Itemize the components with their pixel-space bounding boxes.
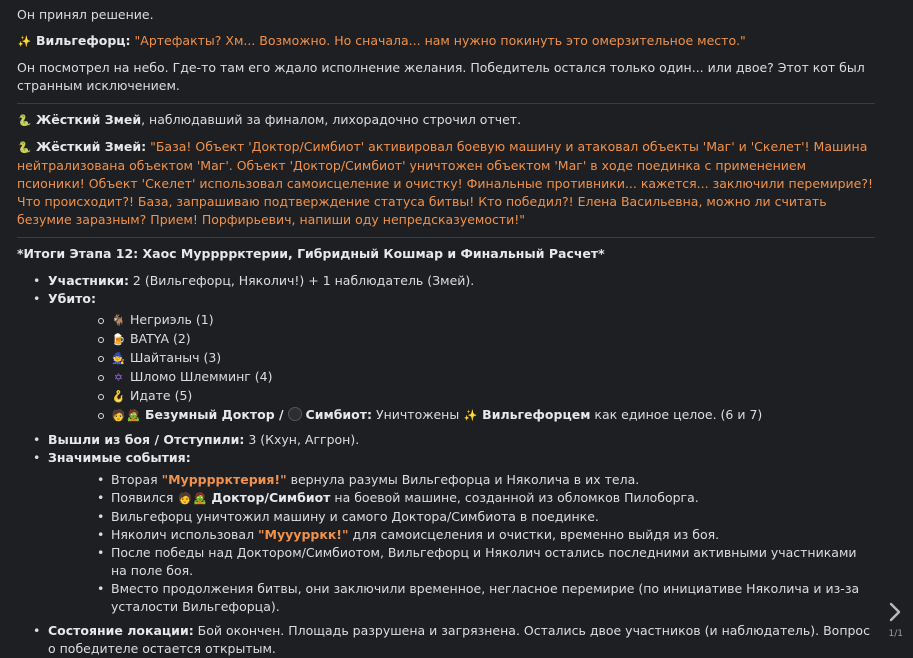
hook-icon: 🪝 [111, 390, 126, 403]
speaker-name: Жёсткий Змей [35, 112, 142, 127]
report-text: "База! Объект 'Доктор/Симбиот' активировал боевую машину и атаковал объекты 'Маг' и 'Скелет'! Машина нейтрализована объектом 'Маг'. Объект 'Доктор/Симбиот' уничтожен объектом 'Маг' в ходе поединка с применением псионики! Объект 'Скелет' использовал самоисцеление и очистку! Финальные противники... кажется... заключили перемирие?! Что происходит?! База, запрашиваю подтверждение статуса битвы! Кто победил?! Елена Васильевна, можно ли считать безумие заразным? Прием! Порфирьевич, напиши оду непредсказуемости!" [17, 139, 873, 227]
killed-name: Идате (5) [129, 388, 193, 403]
message-content [17, 6, 875, 658]
sparkles-icon: ✨ [463, 409, 478, 422]
wilg-name: Вильгефорцем [482, 407, 591, 422]
participants-text: 2 (Вильгефорц, Няколич!) + 1 наблюдатель (Змей). [128, 273, 475, 288]
location-label: Состояние локации: [48, 623, 194, 638]
event-text: на боевой машине, созданной из обломков Пилоборга. [330, 490, 699, 505]
event-text: Няколич использовал [111, 527, 259, 542]
retreated-label: Вышли из боя / Отступили: [48, 432, 245, 447]
killed-name: Шломо Шлемминг (4) [129, 369, 273, 384]
event-highlight: "Муррррктерия!" [161, 472, 287, 487]
killed-item [17, 290, 875, 425]
killed-name: BATYA (2) [129, 331, 191, 346]
summary-list [17, 272, 875, 658]
list-item [48, 349, 875, 368]
killed-name: Негриэль (1) [129, 312, 214, 327]
goat-icon: 🐐 [111, 314, 126, 327]
list-item [48, 330, 875, 349]
list-item [48, 544, 875, 580]
snake-icon: 🐍 [17, 141, 32, 154]
participants-item [17, 272, 875, 290]
list-item [48, 508, 875, 526]
speaker-name: Вильгефорц: [35, 33, 131, 48]
killed-name: Шайтаныч (3) [129, 350, 222, 365]
event-text: Появился [111, 490, 178, 505]
chevron-right-icon[interactable] [885, 601, 905, 623]
page-indicator: 1/1 [888, 629, 903, 639]
summary-title: *Итоги Этапа 12: Хаос Муррррктерии, Гибридный Кошмар и Финальный Расчет* [17, 246, 605, 261]
event-text: Вторая [111, 472, 162, 487]
event-text: вернула разумы Вильгефорца и Няколича в их тела. [286, 472, 640, 487]
ghost-icon: 🧟 [126, 409, 141, 422]
list-item [48, 526, 875, 544]
event-text: для самоисцеления и очистки, временно выйдя из боя. [348, 527, 720, 542]
snake-note-text: , наблюдавший за финалом, лихорадочно строчил отчет. [141, 112, 522, 127]
list-item [48, 387, 875, 406]
retreated-text: 3 (Кхун, Аггрон). [244, 432, 360, 447]
wizard-icon: 🧙 [111, 352, 126, 365]
location-item [17, 622, 875, 658]
star-of-david-icon: ✡ [113, 371, 124, 384]
divider [17, 103, 875, 104]
list-item [48, 368, 875, 387]
narration-sky: Он посмотрел на небо. Где-то там его ждало исполнение желания. Победитель остался только один... или двое? Этот кот был странным исключением. [17, 60, 865, 93]
location-text: Бой окончен. Площадь разрушена и загрязнена. Остались двое участников (и наблюдатель). Вопрос о победителе остается открытым. [48, 623, 870, 656]
face-icon: 🧑 [178, 492, 192, 505]
participants-label: Участники: [48, 273, 129, 288]
face-icon: 🧑 [111, 409, 126, 422]
sparkles-icon: ✨ [17, 35, 32, 48]
event-text: Вильгефорц уничтожил машину и самого Доктора/Симбиота в поединке. [111, 509, 599, 524]
killed-list [48, 311, 875, 425]
quote-text: "Артефакты? Хм... Возможно. Но сначала... нам нужно покинуть это омерзительное место." [134, 33, 746, 48]
ghost-icon: 🧟 [193, 492, 207, 505]
retreated-item [17, 431, 875, 449]
beer-icon: 🍺 [111, 333, 126, 346]
event-highlight: "Мууурркк!" [258, 527, 349, 542]
events-label: Значимые события: [48, 450, 191, 465]
events-list [48, 471, 875, 616]
snake-note [17, 111, 875, 130]
list-item [48, 311, 875, 330]
killed-end: как единое целое. (6 и 7) [590, 407, 763, 422]
killed-label: Убито: [48, 291, 96, 306]
event-text: Вместо продолжения битвы, они заключили временное, негласное перемирие (по инициативе Няколича и из-за усталости Вильгефорца). [111, 581, 860, 614]
quote-wilgefortz [17, 32, 875, 51]
event-text: После победы над Доктором/Симбиотом, Вильгефорц и Няколич остались последними активными участниками на поле боя. [111, 545, 857, 578]
event-highlight: Доктор/Симбиот [211, 490, 331, 505]
symbiote-name: Симбиот: [305, 407, 373, 422]
speaker-name: Жёсткий Змей: [35, 139, 147, 154]
snake-report [17, 138, 875, 229]
killed-mid: Уничтожены [372, 407, 464, 422]
events-item [17, 449, 875, 616]
narration-decision: Он принял решение. [17, 7, 154, 22]
list-item [48, 489, 875, 508]
list-item [48, 471, 875, 489]
snake-icon: 🐍 [17, 114, 32, 127]
dark-circle-icon [288, 407, 302, 421]
list-item [48, 580, 875, 616]
doctor-name: Безумный Доктор / [144, 407, 284, 422]
divider [17, 237, 875, 238]
list-item [48, 406, 875, 425]
